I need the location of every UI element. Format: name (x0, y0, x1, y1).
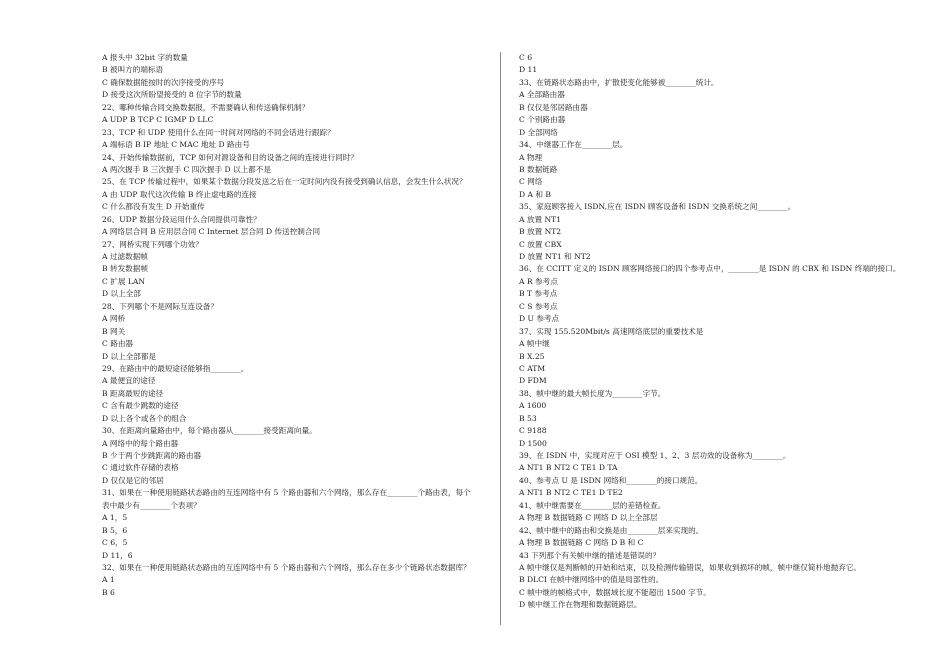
text-line: D A 和 B (519, 189, 551, 199)
text-line: D 以上全部都是 (102, 351, 157, 361)
text-line: B 放置 NT2 (519, 227, 562, 237)
text-line: B 53 (519, 413, 537, 423)
text-line: C 确保数据能按时的次序接受的序号 (102, 77, 225, 87)
column-divider (500, 52, 501, 625)
text-line: A UDP B TCP C IGMP D LLC (102, 115, 214, 125)
text-line: C 网络 (519, 177, 543, 187)
text-line: D 11 (519, 65, 538, 75)
text-line: C ATM (519, 363, 546, 373)
text-line: D 11，6 (102, 550, 133, 560)
text-line: A 1 (102, 575, 115, 585)
text-line: C 含有最少跳数的途径 (102, 401, 179, 411)
text-line: 32、如果在一种使用链路状态路由的互连网络中有 5 个路由器和六个网络，那么存在多少个链路状态数据库？ (102, 562, 471, 572)
text-line: A 放置 NT1 (519, 214, 562, 224)
text-line: A R 参考点 (519, 276, 558, 286)
left-column (102, 52, 478, 599)
text-line: D 放置 NT1 和 NT2 (519, 252, 591, 261)
text-line: D 全部网络 (519, 127, 558, 137)
text-line: A 两次握手 B 三次握手 C 四次握手 D 以上都不是 (102, 164, 271, 174)
text-line: A 物理 B 数据链路 C 网络 D 以上全部层 (519, 513, 658, 523)
text-line: 38、帧中继的最大帧长度为________字节。 (519, 388, 666, 398)
text-line: A 网络层合同 B 应用层合同 C Internet 层合同 D 传送控制合同 (102, 227, 321, 237)
text-line: B T 参考点 (519, 289, 558, 299)
text-line: A NT1 B NT2 C TE1 D TA (519, 463, 618, 473)
text-line: C 路由器 (102, 339, 134, 349)
text-line: C 9188 (519, 426, 547, 436)
text-line: D 接受这次所盼望接受的 8 位字节的数量 (102, 90, 242, 100)
text-line: 24、开始传输数据前，TCP 如何对源设备和目的设备之间的连接进行同时？ (102, 152, 358, 162)
text-line: A 最便宜的途径 (102, 376, 156, 386)
text-line: D 1500 (519, 438, 547, 448)
text-line: A 报头中 32bit 字的数量 (102, 53, 188, 62)
text-line: A 1，5 (102, 513, 128, 523)
text-line: B 转发数据帧 (102, 264, 148, 274)
text-line: D 以上全部 (102, 289, 141, 299)
text-line: 25、在 TCP 传输过程中，如果某个数据分段发送之后在一定时间内没有接受到确认信息，会发生什么状况？ (102, 177, 467, 187)
text-line: 33、在链路状态路由中，扩散使变化能够被________统计。 (519, 77, 719, 87)
text-line: B 少于两个步跳距离的路由器 (102, 451, 202, 460)
text-line: 39、在 ISDN 中，实现对应于 OSI 模型 1、2、3 层功效的设备称为________。 (519, 451, 791, 460)
text-line: A 网桥 (102, 314, 126, 324)
text-line: A 物理 B 数据链路 C 网络 D B 和 C (519, 538, 644, 548)
text-line: B 被叫方的端标语 (102, 65, 164, 75)
text-line: B 网关 (102, 326, 126, 336)
text-line: B 数据链路 (519, 164, 558, 174)
text-line: C 帧中继的帧格式中，数据域长度不能超出 1500 字节。 (519, 587, 711, 597)
text-line: 36、在 CCITT 定义的 ISDN 顾客网络接口的四个参考点中，________是 ISDN 的 CBX 和 ISDN 终端的接口。 (519, 264, 901, 274)
text-line: 35、家庭顾客接入 ISDN,应在 ISDN 顾客设备和 ISDN 交换系统之间________。 (519, 202, 796, 212)
text-line: 34、中继器工作在________层。 (519, 140, 628, 150)
text-line: A 帧中继仅是判断帧的开始和结束，以及检测传输错误，如果收到损坏的帧，帧中继仅简朴地抛弃它。 (519, 562, 862, 572)
text-line: A 网络中的每个路由器 (102, 438, 179, 448)
text-line: A 端标语 B IP 地址 C MAC 地址 D 路由号 (102, 140, 250, 150)
text-line: 27、网桥实现下列哪个功效？ (102, 239, 203, 249)
text-line: B DLCI 在帧中继网络中的值是局部性的。 (519, 575, 664, 585)
text-line: B 距离最短的途径 (102, 388, 164, 398)
text-line: 22、哪种传输合同交换数据报，不需要确认和传送确保机制？ (102, 102, 310, 112)
text-line: 40、参考点 U 是 ISDN 网络和________的接口规范。 (519, 475, 703, 485)
text-line: A 帧中继 (519, 339, 550, 349)
text-line: C 6，5 (102, 538, 128, 548)
text-line: D 帧中继工作在物理和数据链路层。 (519, 600, 642, 610)
right-column (519, 52, 899, 612)
text-line: A 1600 (519, 401, 547, 411)
text-line: 41、帧中继需要在________层的差错检查。 (519, 500, 666, 510)
text-line: 31、如果在一种使用链路状态路由的互连网络中有 5 个路由器和六个网络，那么存在________个路由表，每个表中最少有________个表项？ (102, 488, 471, 510)
text-line: A 过滤数据帧 (102, 252, 148, 261)
text-line: 30、在距离向量路由中，每个路由器从________接受距离向量。 (102, 426, 317, 436)
text-line: C 扩展 LAN (102, 276, 145, 286)
text-line: B 6 (102, 587, 115, 597)
text-line: B X.25 (519, 351, 545, 361)
text-line: C 通过软件存储的表格 (102, 463, 179, 473)
text-line: 42、帧中继中的路由和交换是由________层来实现的。 (519, 525, 704, 535)
text-line: A 全部路由器 (519, 90, 565, 100)
text-line: 37、实现 155.520Mbit/s 高速网络底层的重要技术是 (519, 326, 704, 336)
text-line: 43 下列那个有关帧中继的描述是错误的？ (519, 550, 661, 560)
text-line: D 仅仅是它的邻居 (102, 475, 164, 485)
text-line: D 以上各个或各个的组合 (102, 413, 187, 423)
text-line: D FDM (519, 376, 547, 386)
text-line: 23、TCP 和 UDP 使用什么在同一时间对网络的不同会话进行跟踪？ (102, 127, 335, 137)
text-line: C 什么都没有发生 D 开始重传 (102, 202, 205, 212)
text-line: B 仅仅是邻居路由器 (519, 102, 588, 112)
text-line: A 由 UDP 取代这次传输 B 终止虚电路的连接 (102, 189, 257, 199)
text-line: C 个别路由器 (519, 115, 566, 125)
text-line: 29、在路由中的最短途径能够指________。 (102, 363, 249, 373)
text-line: C S 参考点 (519, 301, 558, 311)
text-line: B 5，6 (102, 525, 128, 535)
text-line: C 6 (519, 53, 533, 62)
text-line: 26、UDP 数据分段运用什么合同提供可靠性？ (102, 214, 261, 224)
text-line: C 放置 CBX (519, 239, 562, 249)
text-line: D U 参考点 (519, 314, 560, 324)
text-line: A 物理 (519, 152, 543, 162)
text-line: A NT1 B NT2 C TE1 D TE2 (519, 488, 623, 498)
text-line: 28、下列哪个不是网际互连设备？ (102, 301, 218, 311)
